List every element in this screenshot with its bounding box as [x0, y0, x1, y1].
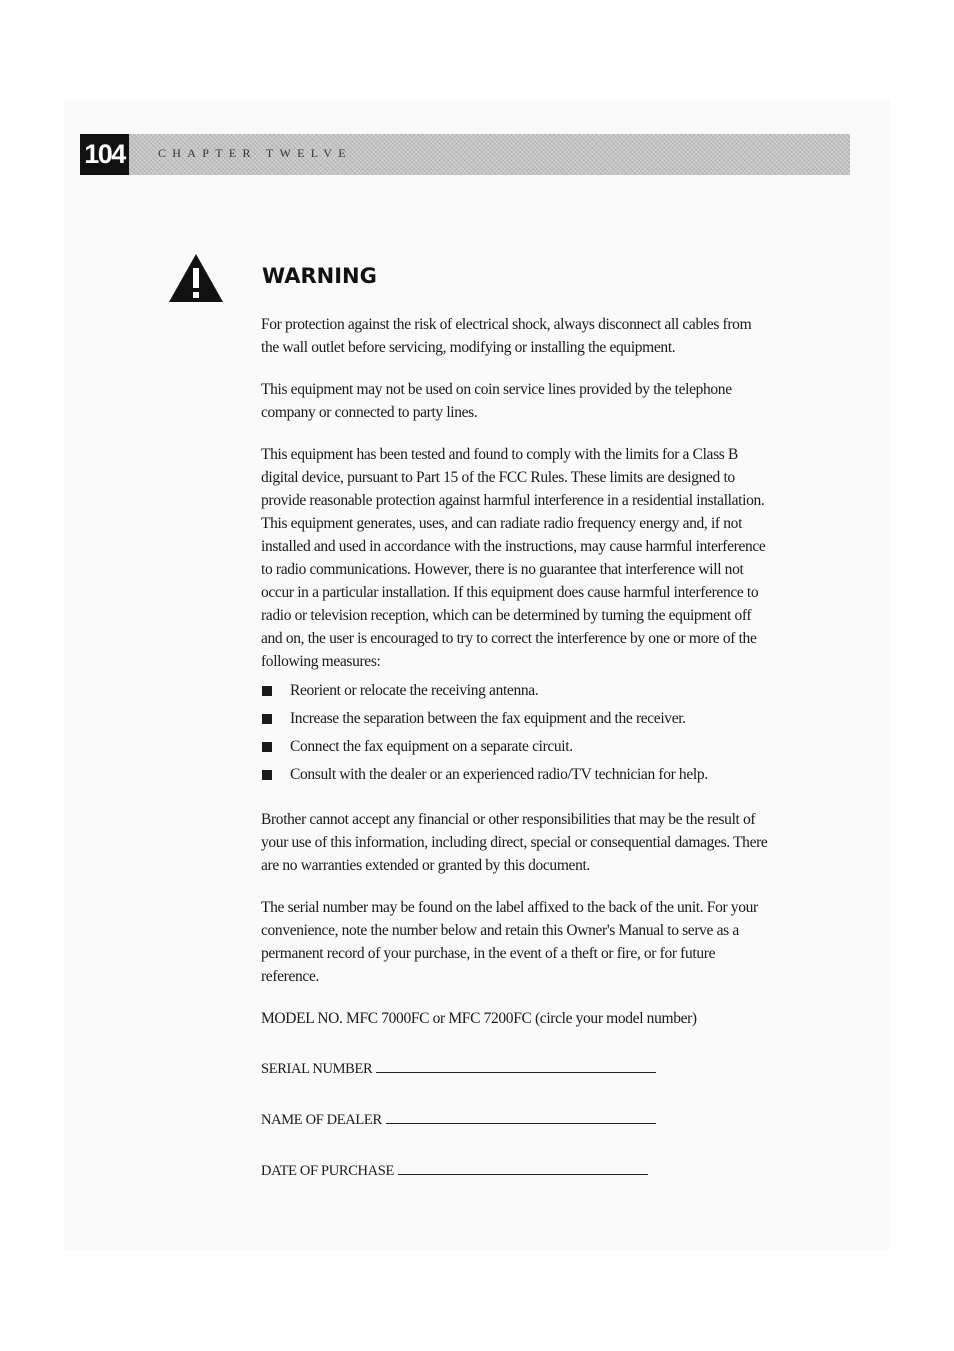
fcc-compliance-paragraph: This equipment has been tested and found to comply with the limits for a Class B digital device, pursuant to Part 15 of the FCC Rules. These limits are designed to provide reasonable protection against harmful interference in a residential installation. This equipment generates, uses, and can radiate radio frequency energy and, if not installed and used in accordance with the instructions, may cause harmful interference to radio communications. However, there is no guarantee that interference will not occur in a particular installation. If this equipment does cause harmful interference to radio or television reception, which can be determined by turning the equipment off and on, the user is encouraged to try to correct the interference by one or more of the following measures:	[261, 446, 766, 670]
list-item	[261, 733, 771, 761]
square-bullet-icon	[262, 770, 272, 780]
serial-info-paragraph: The serial number may be found on the label affixed to the back of the unit. For your convenience, note the number below and retain this Owner's Manual to serve as a permanent record of your purchase, in the event of a theft or fire, or for future reference.	[261, 899, 758, 985]
list-item-text: Reorient or relocate the receiving antenna.	[290, 682, 539, 699]
coin-line-paragraph: This equipment may not be used on coin service lines provided by the telephone company or connected to party lines.	[261, 381, 732, 421]
list-item	[261, 761, 771, 789]
page-number: 104	[80, 134, 129, 175]
list-item	[261, 705, 771, 733]
serial-number-blank	[376, 1060, 656, 1073]
list-item-text: Increase the separation between the fax equipment and the receiver.	[290, 710, 686, 727]
square-bullet-icon	[262, 742, 272, 752]
liability-paragraph: Brother cannot accept any financial or other responsibilities that may be the result of your use of this information, including direct, special or consequential damages. There are no warranties extended or granted by this document.	[261, 811, 768, 874]
shock-warning-paragraph: For protection against the risk of electrical shock, always disconnect all cables from the wall outlet before servicing, modifying or installing the equipment.	[261, 316, 752, 356]
square-bullet-icon	[262, 714, 272, 724]
list-item-text: Connect the fax equipment on a separate circuit.	[290, 738, 573, 755]
purchase-record-form	[261, 1058, 771, 1211]
warning-heading: WARNING	[262, 264, 377, 288]
warning-triangle-icon	[168, 253, 224, 303]
purchase-date-label: DATE OF PURCHASE	[261, 1163, 394, 1179]
serial-number-row	[261, 1058, 771, 1109]
dealer-name-label: NAME OF DEALER	[261, 1112, 382, 1128]
purchase-date-row	[261, 1160, 771, 1211]
list-item	[261, 677, 771, 705]
square-bullet-icon	[262, 686, 272, 696]
warning-body	[261, 313, 771, 1211]
list-item-text: Consult with the dealer or an experienced radio/TV technician for help.	[290, 766, 708, 783]
purchase-date-blank	[398, 1162, 648, 1175]
model-number-line: MODEL NO. MFC 7000FC or MFC 7200FC (circle your model number)	[261, 1010, 697, 1027]
serial-number-label: SERIAL NUMBER	[261, 1061, 373, 1077]
interference-measures-list	[261, 677, 771, 789]
dealer-name-row	[261, 1109, 771, 1160]
chapter-title: CHAPTER TWELVE	[158, 146, 352, 160]
dealer-name-blank	[386, 1111, 656, 1124]
